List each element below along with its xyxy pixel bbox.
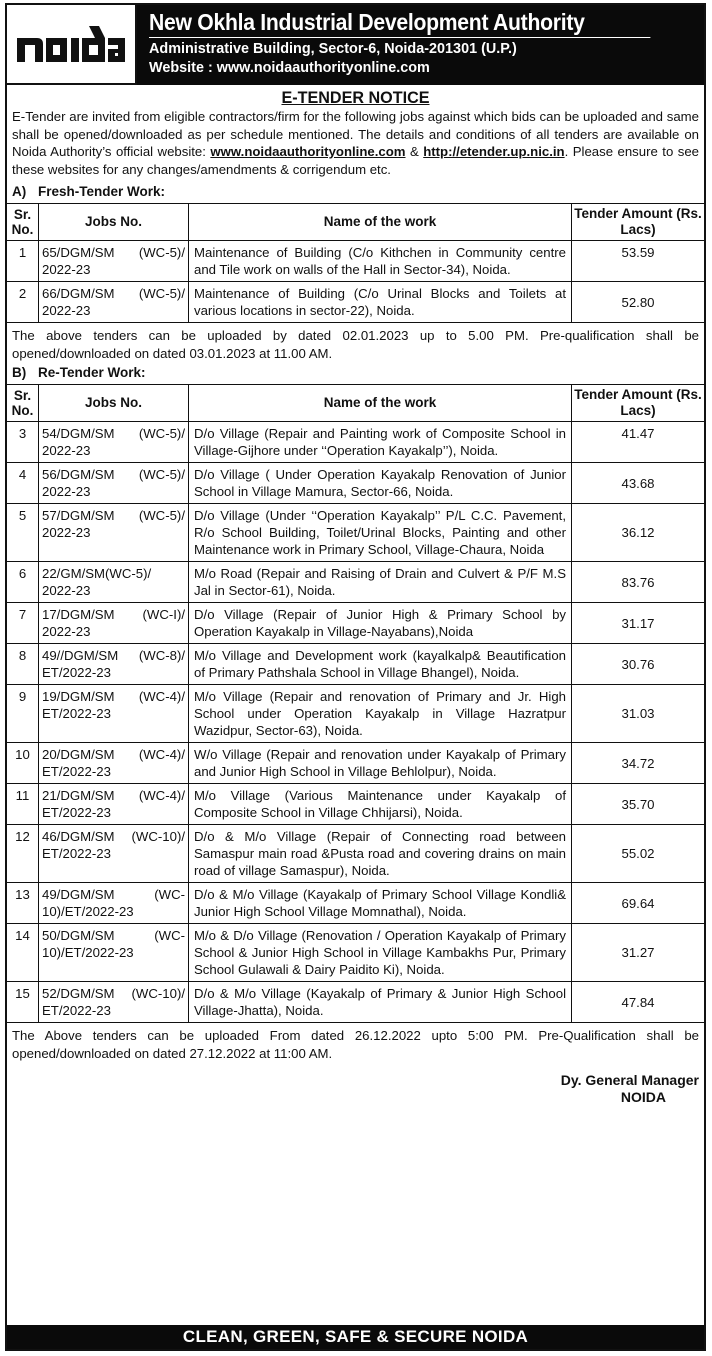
intro-paragraph (7, 108, 704, 178)
work-name-cell: M/o Village (Repair and renovation of Primary and Jr. High School under Operation Kayakalp in Village Hazratpur Wazidpur, Sector-63), Noida. (189, 685, 572, 743)
col-header-sr: Sr. No. (7, 204, 39, 241)
table-row (7, 784, 704, 825)
tender-amount-cell: 36.12 (572, 504, 705, 562)
intro-text: E-Tender are invited from eligible contractors/firm for the following jobs against which bids can be uploaded and same shall be opened/downloaded as per schedule mentioned. The details and conditions of all tenders are available on Noida Authority’s official website: (12, 109, 699, 159)
work-name-cell: D/o Village (Repair and Painting work of Composite School in Village-Gijhore under ‘‘Operation Kayakalp’’), Noida. (189, 422, 572, 463)
job-number-cell: 46/DGM/SM (WC-10)/ ET/2022-23 (39, 825, 189, 883)
table-header-row (7, 385, 704, 422)
tender-amount-cell: 30.76 (572, 644, 705, 685)
col-header-name: Name of the work (189, 385, 572, 422)
work-name-cell: M/o Village and Development work (kayalkalp& Beautification of Primary Pathshala School in Village Bhangel), Noida. (189, 644, 572, 685)
signatory-designation: Dy. General Manager (560, 1072, 699, 1088)
tender-amount-cell: 47.84 (572, 982, 705, 1023)
work-name-cell: D/o & M/o Village (Kayakalp of Primary School Village Kondli& Junior High School Village Momnathal), Noida. (189, 883, 572, 924)
tender-amount-cell: 31.03 (572, 685, 705, 743)
authority-name: New Okhla Industrial Development Authority (149, 9, 650, 38)
notice-title: E-TENDER NOTICE (281, 88, 430, 107)
job-number-cell: 21/DGM/SM (WC-4)/ ET/2022-23 (39, 784, 189, 825)
tender-amount-cell: 43.68 (572, 463, 705, 504)
authority-address: Administrative Building, Sector-6, Noida-201301 (U.P.) (149, 40, 517, 57)
sr-cell: 11 (7, 784, 39, 825)
table-row (7, 883, 704, 924)
noida-website-link[interactable]: www.noidaauthorityonline.com (210, 144, 406, 159)
sr-cell: 12 (7, 825, 39, 883)
tender-amount-cell: 69.64 (572, 883, 705, 924)
job-number-cell: 20/DGM/SM (WC-4)/ ET/2022-23 (39, 743, 189, 784)
header (7, 5, 704, 85)
col-header-amount: Tender Amount (Rs. Lacs) (572, 204, 705, 241)
col-header-job: Jobs No. (39, 204, 189, 241)
noida-logo-icon (15, 22, 127, 66)
section-a-note: The above tenders can be uploaded by dated 02.01.2023 up to 5.00 PM. Pre-qualification shall be opened/downloaded on dated 03.01.2023 at 11.00 AM. (12, 328, 699, 361)
work-name-cell: M/o Village (Various Maintenance under Kayakalp of Composite School in Village Chhijarsi), Noida. (189, 784, 572, 825)
table-row (7, 422, 704, 463)
tender-amount-cell: 52.80 (572, 282, 705, 323)
tender-amount-cell: 35.70 (572, 784, 705, 825)
fresh-tender-table (7, 203, 704, 323)
tender-amount-cell: 34.72 (572, 743, 705, 784)
re-tender-table (7, 384, 704, 1023)
col-header-name: Name of the work (189, 204, 572, 241)
noida-logo (7, 5, 137, 85)
work-name-cell: D/o Village (Under ‘‘Operation Kayakalp’’ P/L C.C. Pavement, R/o School Building, Toilet/Urinal Blocks, Painting and other Maintenance work in Primary School, Village-Chaura, Noida (189, 504, 572, 562)
job-number-cell: 57/DGM/SM (WC-5)/ 2022-23 (39, 504, 189, 562)
section-b-title: Re-Tender Work: (38, 365, 146, 380)
col-header-job: Jobs No. (39, 385, 189, 422)
job-number-cell: 52/DGM/SM (WC-10)/ ET/2022-23 (39, 982, 189, 1023)
col-header-sr: Sr. No. (7, 385, 39, 422)
signatory-org: NOIDA (620, 1089, 666, 1105)
section-a-title: Fresh-Tender Work: (38, 184, 166, 199)
table-row (7, 982, 704, 1023)
work-name-cell: Maintenance of Building (C/o Urinal Blocks and Toilets at various locations in sector-22), Noida. (189, 282, 572, 323)
table-row (7, 825, 704, 883)
table-row (7, 463, 704, 504)
tender-amount-cell: 55.02 (572, 825, 705, 883)
table-row (7, 644, 704, 685)
job-number-cell: 50/DGM/SM (WC-10)/ET/2022-23 (39, 924, 189, 982)
table-header-row (7, 204, 704, 241)
tender-notice-page (5, 3, 706, 1351)
work-name-cell: D/o Village ( Under Operation Kayakalp Renovation of Junior School in Village Mamura, Sector-66, Noida. (189, 463, 572, 504)
job-number-cell: 56/DGM/SM (WC-5)/ 2022-23 (39, 463, 189, 504)
tender-amount-cell: 41.47 (572, 422, 705, 463)
etender-website-link[interactable]: http://etender.up.nic.in (423, 144, 565, 159)
tender-amount-cell: 83.76 (572, 562, 705, 603)
authority-website: Website : www.noidaauthorityonline.com (149, 59, 430, 76)
job-number-cell: 22/GM/SM(WC-5)/ 2022-23 (39, 562, 189, 603)
work-name-cell: W/o Village (Repair and renovation under Kayakalp of Primary and Junior High School in Village Behlolpur), Noida. (189, 743, 572, 784)
job-number-cell: 19/DGM/SM (WC-4)/ ET/2022-23 (39, 685, 189, 743)
sr-cell: 7 (7, 603, 39, 644)
tender-amount-cell: 53.59 (572, 241, 705, 282)
work-name-cell: D/o & M/o Village (Repair of Connecting road between Samaspur main road &Pusta road and covering drains on main road of village Samaspur), Noida. (189, 825, 572, 883)
table-row (7, 241, 704, 282)
tender-amount-cell: 31.27 (572, 924, 705, 982)
sr-cell: 3 (7, 422, 39, 463)
section-a-heading (7, 178, 704, 203)
job-number-cell: 54/DGM/SM (WC-5)/ 2022-23 (39, 422, 189, 463)
job-number-cell: 65/DGM/SM (WC-5)/ 2022-23 (39, 241, 189, 282)
col-header-amount: Tender Amount (Rs. Lacs) (572, 385, 705, 422)
work-name-cell: Maintenance of Building (C/o Kithchen in Community centre and Tile work on walls of the Hall in Sector-34), Noida. (189, 241, 572, 282)
section-b-note: The Above tenders can be uploaded From dated 26.12.2022 upto 5:00 PM. Pre-Qualification shall be opened/downloaded on dated 27.12.2022 at 11:00 AM. (12, 1028, 699, 1061)
table-row (7, 504, 704, 562)
sr-cell: 2 (7, 282, 39, 323)
sr-cell: 14 (7, 924, 39, 982)
work-name-cell: D/o & M/o Village (Kayakalp of Primary & Junior High School Village-Jhatta), Noida. (189, 982, 572, 1023)
sr-cell: 4 (7, 463, 39, 504)
re-tender-rows (7, 422, 704, 1023)
work-name-cell: M/o Road (Repair and Raising of Drain and Culvert & P/F M.S Jal in Sector-61), Noida. (189, 562, 572, 603)
job-number-cell: 66/DGM/SM (WC-5)/ 2022-23 (39, 282, 189, 323)
job-number-cell: 49//DGM/SM (WC-8)/ ET/2022-23 (39, 644, 189, 685)
table-row (7, 924, 704, 982)
table-row (7, 603, 704, 644)
footer-slogan: CLEAN, GREEN, SAFE & SECURE NOIDA (7, 1325, 704, 1349)
job-number-cell: 49/DGM/SM (WC-10)/ET/2022-23 (39, 883, 189, 924)
section-b-heading (7, 362, 704, 384)
intro-text-end: . Please ensure to see these websites for any changes/amendments & corrigendum etc. (12, 144, 699, 177)
intro-amp: & (405, 144, 424, 159)
table-row (7, 562, 704, 603)
sr-cell: 13 (7, 883, 39, 924)
sr-cell: 1 (7, 241, 39, 282)
section-a-label: A) (12, 184, 27, 199)
sr-cell: 8 (7, 644, 39, 685)
work-name-cell: D/o Village (Repair of Junior High & Primary School by Operation Kayakalp in Village-Nayabans),Noida (189, 603, 572, 644)
fresh-tender-rows (7, 241, 704, 323)
table-row (7, 743, 704, 784)
table-row (7, 685, 704, 743)
section-b-label: B) (12, 365, 27, 380)
tender-amount-cell: 31.17 (572, 603, 705, 644)
sr-cell: 5 (7, 504, 39, 562)
signature-block (7, 1062, 704, 1106)
sr-cell: 15 (7, 982, 39, 1023)
work-name-cell: M/o & D/o Village (Renovation / Operation Kayakalp of Primary School & Junior High School in Village Kambakhs Pur, Primary School Gulawali & Dairy Paidito Ki), Noida. (189, 924, 572, 982)
sr-cell: 10 (7, 743, 39, 784)
sr-cell: 6 (7, 562, 39, 603)
sr-cell: 9 (7, 685, 39, 743)
header-banner (137, 5, 704, 85)
job-number-cell: 17/DGM/SM (WC-I)/ 2022-23 (39, 603, 189, 644)
table-row (7, 282, 704, 323)
